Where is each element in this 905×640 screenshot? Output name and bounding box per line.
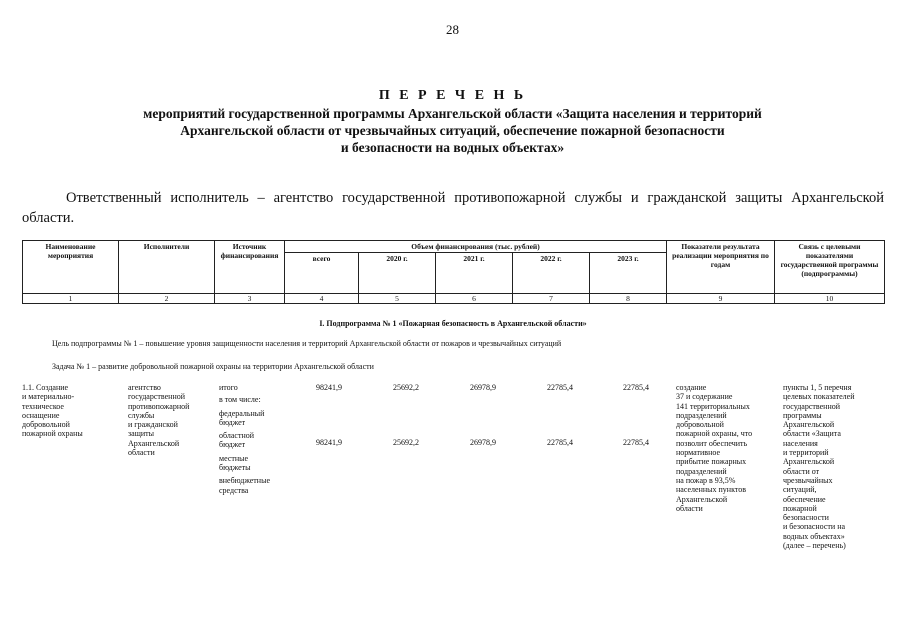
- text-line: позволит обеспечить: [676, 438, 748, 448]
- text-line: области: [128, 448, 155, 458]
- column-number: 9: [667, 294, 775, 304]
- text-line: и территорий: [783, 448, 829, 458]
- source-local: бюджеты: [219, 463, 251, 473]
- text-line: прибытие пожарных: [676, 457, 747, 467]
- text-line: и гражданской: [128, 420, 178, 430]
- text-line: ситуаций,: [783, 485, 817, 495]
- document-title: П Е Р Е Ч Е Н Ь: [378, 88, 527, 103]
- col-header-link: Связь с целевыми показателями государственной программы (подпрограммы): [775, 241, 885, 294]
- value-2020: 25692,2: [393, 383, 419, 392]
- text-line: 141 территориальных: [676, 401, 750, 411]
- text-line: 37 и содержание: [676, 392, 733, 402]
- col-header-indicators: Показатели результата реализации мероприятия по годам: [667, 241, 775, 294]
- source-including: в том числе:: [219, 395, 261, 405]
- text-line: чрезвычайных: [783, 475, 833, 485]
- text-line: и материально-: [22, 392, 75, 402]
- regional-total-value: 98241,9: [316, 438, 342, 447]
- col-header-source: Источник финансирования: [215, 241, 285, 294]
- document-subtitle: [40, 105, 865, 156]
- total-value: 98241,9: [316, 383, 342, 392]
- text-line: пожарной охраны, что: [676, 429, 753, 439]
- col-header-2021: 2021 г.: [436, 253, 513, 294]
- col-header-volume: Объем финансирования (тыс. рублей): [285, 241, 667, 253]
- text-line: 1.1. Создание: [22, 383, 69, 392]
- regional-value-2023: 22785,4: [623, 438, 649, 447]
- source-total: итого: [219, 383, 238, 392]
- source-federal: федеральный: [219, 408, 265, 418]
- col-header-total: всего: [285, 253, 359, 294]
- source-extrabudgetary: внебюджетные: [219, 476, 270, 486]
- text-line: Архангельской: [783, 457, 835, 467]
- column-number: 2: [119, 294, 215, 304]
- header-table: [22, 240, 885, 304]
- col-header-2022: 2022 г.: [513, 253, 590, 294]
- value-2021: 26978,9: [470, 383, 496, 392]
- column-number: 8: [590, 294, 667, 304]
- text-line: противопожарной: [128, 401, 190, 411]
- text-line: подразделений: [676, 466, 727, 476]
- col-header-executors: Исполнители: [119, 241, 215, 294]
- text-line: программы: [783, 410, 822, 420]
- responsible-executor: Ответственный исполнитель – агентство государственной противопожарной службы и гражданской защиты Архангельской области.: [22, 190, 884, 226]
- text-line: техническое: [22, 401, 64, 411]
- text-line: добровольной: [22, 420, 70, 430]
- text-line: целевых показателей: [783, 392, 855, 402]
- text-line: населения: [783, 438, 818, 448]
- source-extrabudgetary: средства: [219, 485, 249, 495]
- text-line: на пожар в 93,5%: [676, 475, 736, 485]
- target-indicator-link: [783, 383, 883, 550]
- source-local: местные: [219, 453, 249, 463]
- text-line: службы: [128, 410, 155, 420]
- text-line: пожарной: [783, 503, 817, 513]
- text-line: добровольной: [676, 420, 724, 430]
- source-federal: бюджет: [219, 417, 246, 427]
- column-number: 6: [436, 294, 513, 304]
- text-line: агентство: [128, 383, 161, 392]
- text-line: безопасности: [783, 513, 829, 523]
- text-line: защиты: [128, 429, 155, 439]
- text-line: пункты 1, 5 перечня: [783, 383, 852, 392]
- text-line: области «Защита: [783, 429, 841, 439]
- column-number-row: [23, 294, 885, 304]
- subtitle-line: Архангельской области от чрезвычайных ситуаций, обеспечение пожарной безопасности: [180, 123, 725, 138]
- text-line: государственной: [783, 401, 841, 411]
- text-line: Архангельской: [128, 438, 180, 448]
- value-2023: 22785,4: [623, 383, 649, 392]
- subtitle-line: и безопасности на водных объектах»: [340, 140, 565, 155]
- text-line: создание: [676, 383, 707, 392]
- col-header-event: Наименование мероприятия: [23, 241, 119, 294]
- event-name: [22, 383, 118, 439]
- text-line: государственной: [128, 392, 186, 402]
- text-line: области: [676, 503, 703, 513]
- text-line: Архангельской: [783, 420, 835, 430]
- column-number: 10: [775, 294, 885, 304]
- text-line: нормативное: [676, 448, 720, 458]
- column-number: 4: [285, 294, 359, 304]
- value-2022: 22785,4: [547, 383, 573, 392]
- column-number: 3: [215, 294, 285, 304]
- col-header-2020: 2020 г.: [359, 253, 436, 294]
- subprogram-heading: I. Подпрограмма № 1 «Пожарная безопасность в Архангельской области»: [319, 319, 587, 328]
- text-line: водных объектах»: [783, 531, 845, 541]
- result-indicators: [676, 383, 780, 513]
- column-number: 1: [23, 294, 119, 304]
- source-regional: областной: [219, 431, 255, 441]
- text-line: (далее – перечень): [783, 541, 846, 551]
- text-line: области от: [783, 466, 820, 476]
- regional-value-2021: 26978,9: [470, 438, 496, 447]
- regional-value-2020: 25692,2: [393, 438, 419, 447]
- text-line: подразделений: [676, 410, 727, 420]
- text-line: обеспечение: [783, 494, 826, 504]
- source-regional: бюджет: [219, 440, 246, 450]
- text-line: Архангельской: [676, 494, 728, 504]
- column-number: 5: [359, 294, 436, 304]
- text-line: пожарной охраны: [22, 429, 83, 439]
- text-line: населенных пунктов: [676, 485, 747, 495]
- executor: [128, 383, 218, 457]
- regional-value-2022: 22785,4: [547, 438, 573, 447]
- text-line: оснащение: [22, 410, 60, 420]
- text-line: и безопасности на: [783, 522, 846, 532]
- page-number: 28: [446, 22, 459, 37]
- subprogram-task: Задача № 1 – развитие добровольной пожарной охраны на территории Архангельской области: [52, 362, 374, 371]
- funding-source: [219, 383, 291, 495]
- subtitle-line: мероприятий государственной программы Архангельской области «Защита населения и территорий: [143, 106, 762, 121]
- col-header-2023: 2023 г.: [590, 253, 667, 294]
- column-number: 7: [513, 294, 590, 304]
- subprogram-goal: Цель подпрограммы № 1 – повышение уровня защищенности населения и территорий Архангельской области от пожаров и чрезвычайных ситуаций: [52, 339, 562, 348]
